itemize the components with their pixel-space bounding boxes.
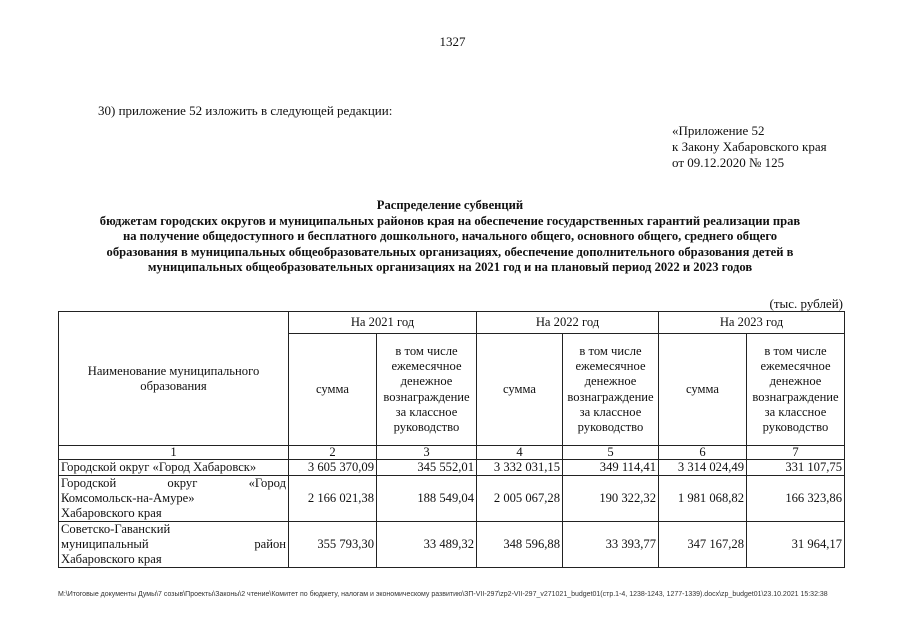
municipality-name-word: Хабаровского края [61,552,162,566]
page-number: 1327 [439,34,466,49]
subsidy-sum-cell: 347 167,28 [659,522,747,568]
column-number: 7 [747,446,845,460]
class-supervision-cell: 188 549,04 [377,476,477,522]
header-class-supervision: в том числе ежемесячное денежное вознаграждение за классное руководство [747,334,845,446]
class-supervision-cell: 345 552,01 [377,460,477,476]
document-title [54,198,846,276]
column-number: 2 [289,446,377,460]
column-number: 4 [477,446,563,460]
table-row [59,476,845,522]
municipality-name-word: муниципальный [61,537,149,551]
class-supervision-cell: 33 393,77 [563,522,659,568]
table-row [59,460,845,476]
municipality-name-word: Городской округ «Город Хабаровск» [61,460,257,474]
municipality-name-word: Хабаровского края [61,506,162,520]
header-sum: сумма [477,334,563,446]
municipality-name [59,476,289,522]
header-year-2021: На 2021 год [289,312,477,334]
amendment-intro: 30) приложение 52 изложить в следующей редакции: [98,103,393,118]
annex-line: от 09.12.2020 № 125 [672,155,785,170]
municipality-name [59,460,289,476]
header-municipality: Наименование муниципального образования [59,312,289,446]
title-line: бюджетам городских округов и муниципальных районов края на обеспечение государственных гарантий реализации прав [99,213,801,228]
column-number: 6 [659,446,747,460]
header-year-2023: На 2023 год [659,312,845,334]
municipality-name-word: район [254,537,286,551]
table-row [59,522,845,568]
class-supervision-cell: 31 964,17 [747,522,845,568]
units-label: (тыс. рублей) [769,296,843,311]
column-number-row [59,446,845,460]
subsidy-sum-cell: 3 605 370,09 [289,460,377,476]
footer-file-path: M:\Итоговые документы Думы\7 созыв\Проекты\Законы\2 чтение\Комитет по бюджету, налогам и экономическому развитию\ЗП-VII-297\zp2-VII-297_v271021_budget01(стр.1-4, 1238-1243, 1277-1339).docx\zp_budget01\23.10.2021 15:32:38 [58,591,828,598]
title-line: муниципальных общеобразовательных организациях на 2021 год и на плановый период 2022 и 2023 годов [147,260,753,275]
subsidy-sum-cell: 3 332 031,15 [477,460,563,476]
header-sum: сумма [289,334,377,446]
header-class-supervision: в том числе ежемесячное денежное вознаграждение за классное руководство [377,334,477,446]
header-sum: сумма [659,334,747,446]
subsidy-sum-cell: 2 005 067,28 [477,476,563,522]
class-supervision-cell: 349 114,41 [563,460,659,476]
class-supervision-cell: 33 489,32 [377,522,477,568]
column-number: 3 [377,446,477,460]
column-number: 5 [563,446,659,460]
subsidy-sum-cell: 348 596,88 [477,522,563,568]
subsidy-table [58,311,845,568]
municipality-name-word: Комсомольск-на-Амуре» [61,491,195,505]
title-heading: Распределение субвенций [376,198,524,212]
municipality-name-word: «Город [248,476,286,490]
subsidy-sum-cell: 1 981 068,82 [659,476,747,522]
header-class-supervision: в том числе ежемесячное денежное вознаграждение за классное руководство [563,334,659,446]
annex-line: к Закону Хабаровского края [672,139,827,154]
municipality-name-word: Городской [61,476,117,490]
municipality-name [59,522,289,568]
annex-line: «Приложение 52 [672,123,765,138]
class-supervision-cell: 331 107,75 [747,460,845,476]
municipality-name-word: округ [167,476,198,490]
subsidy-sum-cell: 2 166 021,38 [289,476,377,522]
header-year-2022: На 2022 год [477,312,659,334]
annex-reference [672,123,827,171]
subsidy-sum-cell: 355 793,30 [289,522,377,568]
subsidy-sum-cell: 3 314 024,49 [659,460,747,476]
title-line: образования в муниципальных общеобразовательных организациях, обеспечение дополнительного образования детей в [106,244,794,259]
class-supervision-cell: 166 323,86 [747,476,845,522]
class-supervision-cell: 190 322,32 [563,476,659,522]
column-number: 1 [59,446,289,460]
title-line: на получение общедоступного и бесплатного дошкольного, начального общего, основного общего, среднего общего [122,229,778,244]
municipality-name-word: Советско-Гаванский [61,522,171,536]
